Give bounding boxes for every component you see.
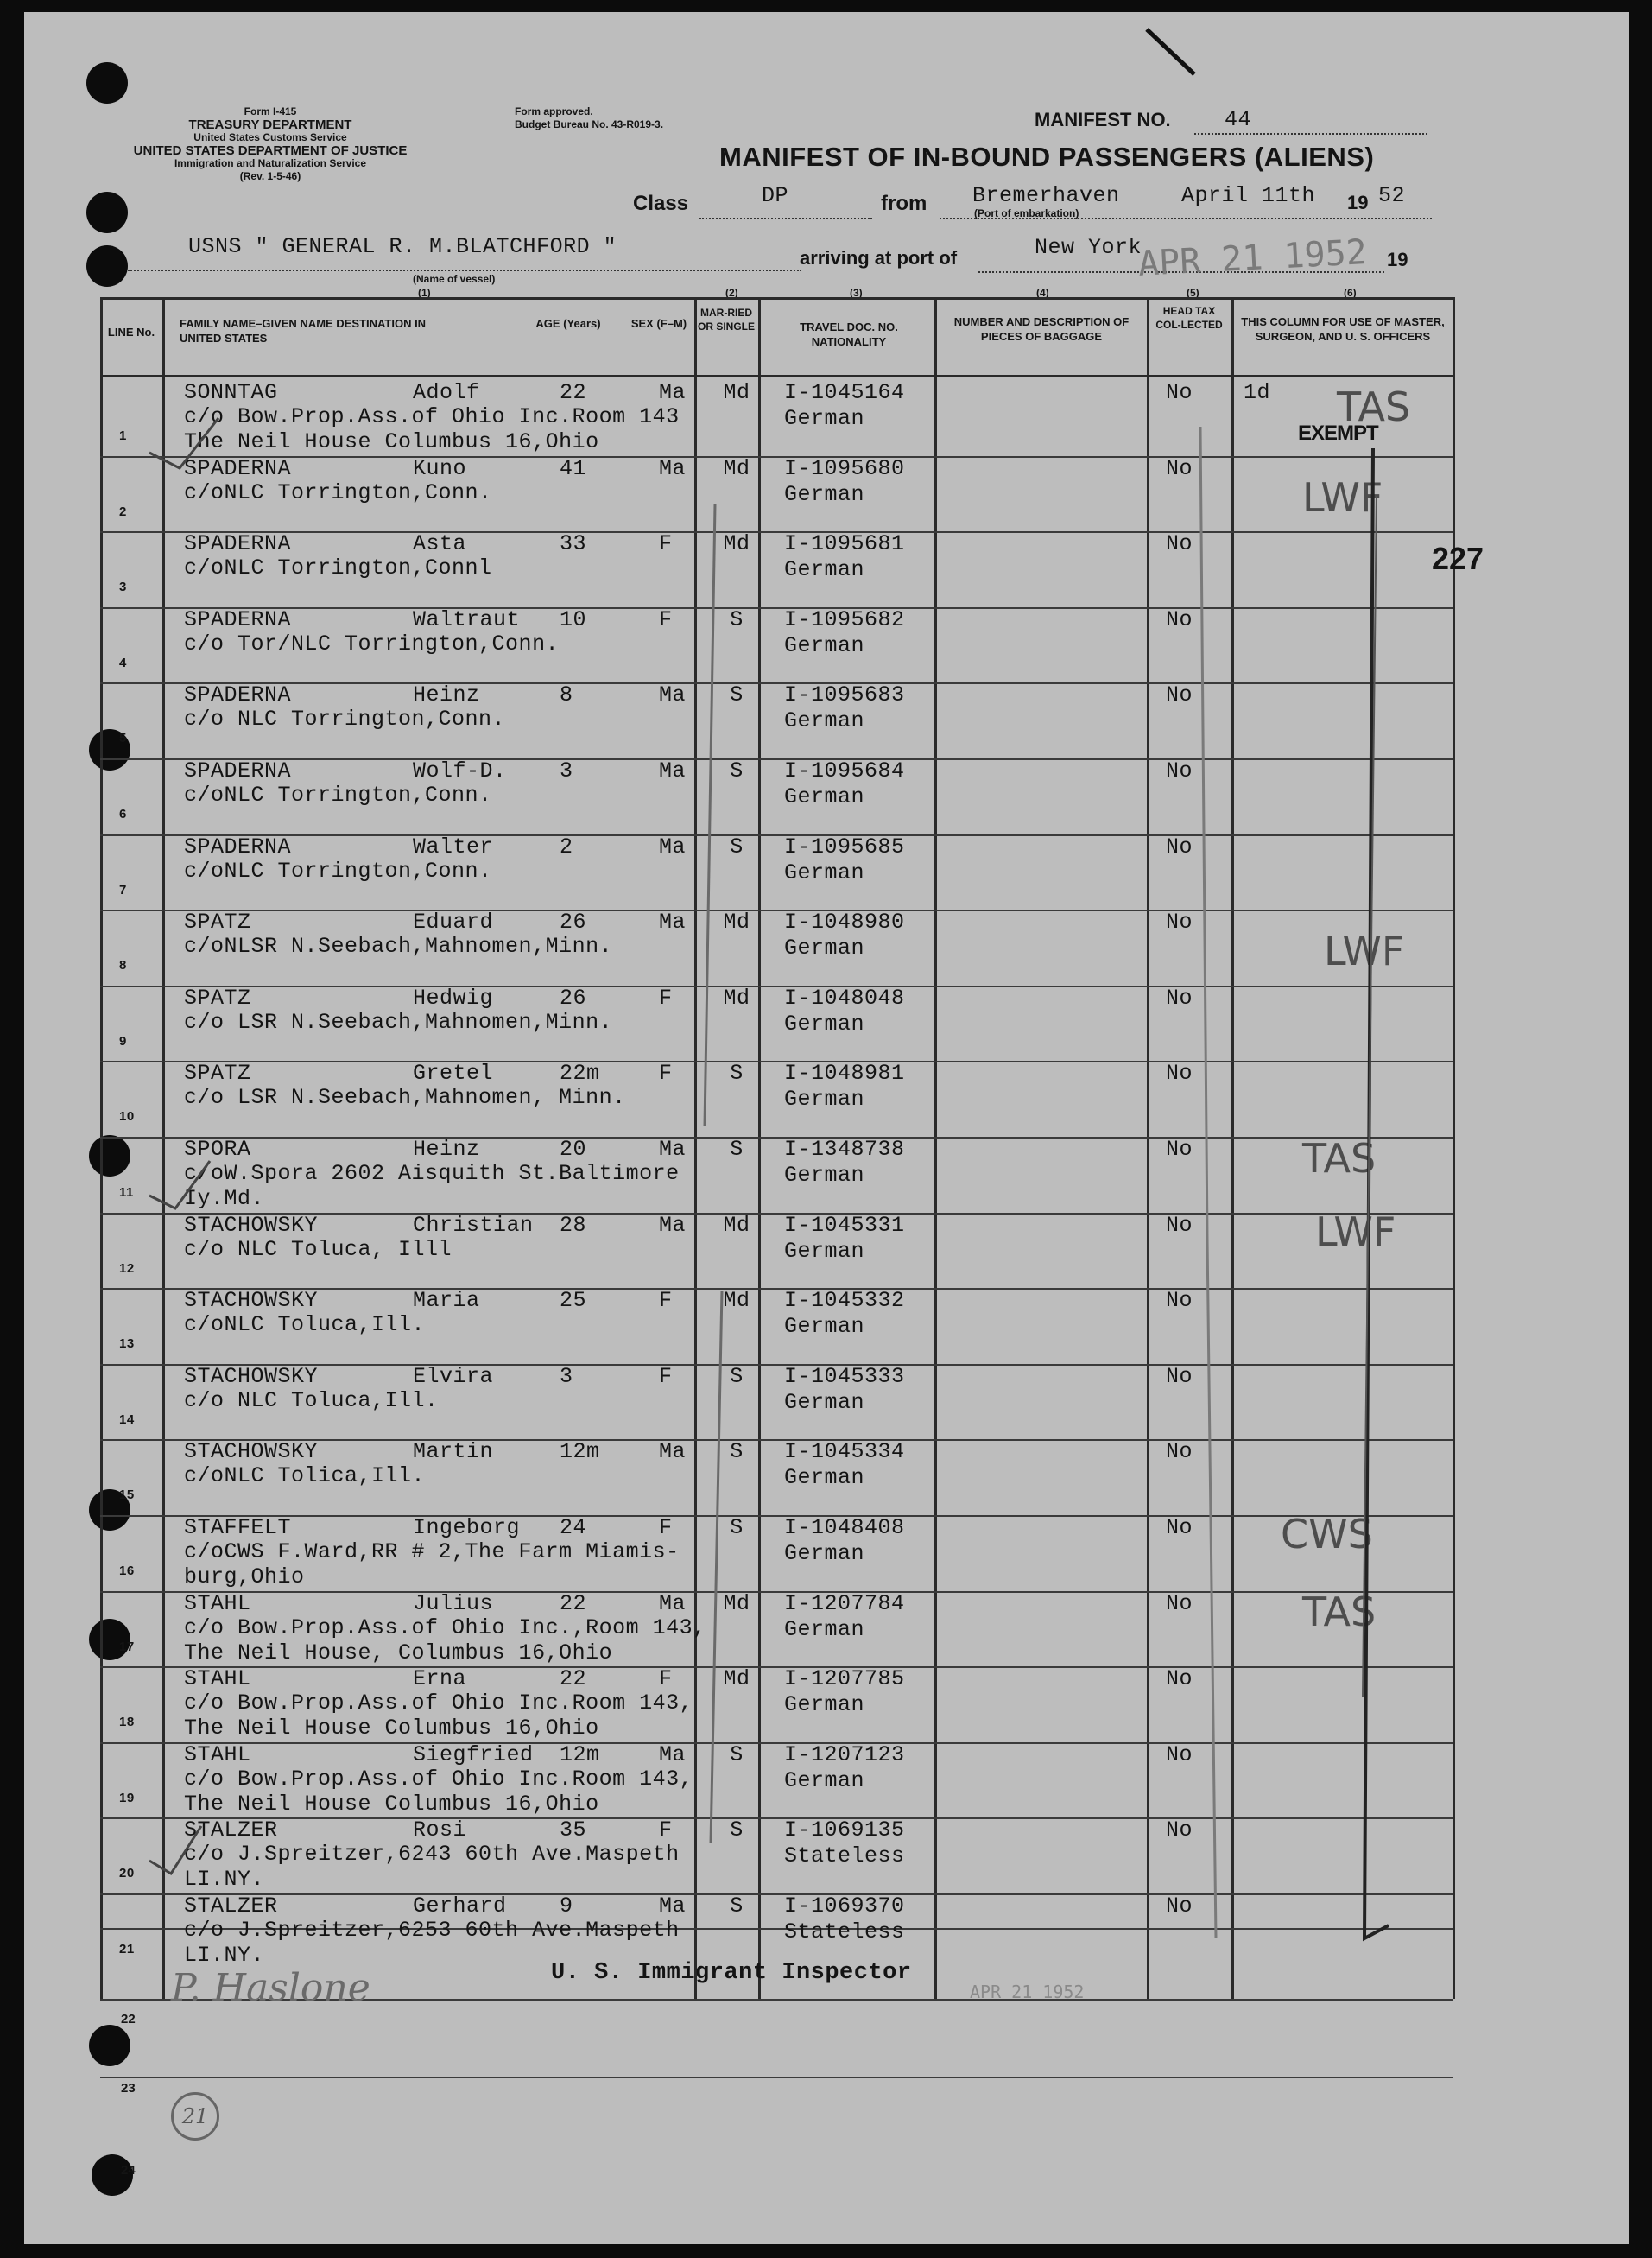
family-name: SPATZ: [184, 910, 251, 936]
head-tax: No: [1166, 606, 1193, 632]
destination-line: burg,Ohio: [184, 1564, 305, 1589]
marital-status: Md: [723, 531, 750, 557]
col-num-5: (5): [1187, 287, 1199, 299]
officer-initials: TAS: [1337, 384, 1411, 430]
family-name: SONNTAG: [184, 380, 278, 405]
line-number: 11: [119, 1185, 134, 1200]
given-name: Wolf-D.: [413, 758, 507, 783]
nationality: German: [784, 1767, 865, 1793]
circled-mark: 21: [171, 2092, 219, 2141]
destination-line: c/o Bow.Prop.Ass.of Ohio Inc.Room 143,: [184, 1690, 693, 1716]
family-name: SPADERNA: [184, 531, 292, 557]
form-revision: (Rev. 1-5-46): [239, 170, 301, 182]
arriving-label: arriving at port of: [800, 247, 958, 269]
line-number: 21: [119, 1942, 135, 1957]
nationality: German: [784, 1238, 865, 1264]
treasury-department: TREASURY DEPARTMENT: [188, 117, 352, 132]
destination-line: c/o LSR N.Seebach,Mahnomen, Minn.: [184, 1085, 626, 1111]
destination-line: c/oNLC Toluca,Ill.: [184, 1312, 426, 1338]
marital-status: S: [730, 1439, 744, 1465]
given-name: Gretel: [413, 1061, 494, 1087]
family-name: SPATZ: [184, 985, 251, 1011]
given-name: Rosi: [413, 1817, 467, 1843]
travel-doc-number: I-1048981: [784, 1061, 905, 1087]
nationality: German: [784, 1389, 865, 1415]
vessel-note: (Name of vessel): [413, 273, 496, 285]
given-name: Walter: [413, 834, 494, 859]
given-name: Ingeborg: [413, 1515, 521, 1540]
given-name: Erna: [413, 1666, 467, 1692]
nationality: German: [784, 1541, 865, 1566]
destination-line: c/o NLC Toluca,Ill.: [184, 1387, 439, 1413]
sex: F: [659, 1288, 673, 1314]
marital-status: Md: [723, 455, 750, 481]
head-tax: No: [1166, 1590, 1193, 1616]
marital-status: Md: [723, 985, 750, 1011]
age: 41: [560, 455, 587, 481]
officer-initials: CWS: [1281, 1511, 1373, 1557]
given-name: Martin: [413, 1439, 494, 1465]
travel-doc-number: I-1095683: [784, 682, 905, 708]
age: 3: [560, 758, 573, 783]
line-number: 7: [119, 882, 127, 897]
travel-doc-number: I-1207123: [784, 1741, 905, 1767]
destination-line: c/o NLC Toluca, Illl: [184, 1236, 453, 1262]
nationality: German: [784, 1087, 865, 1113]
head-tax: No: [1166, 1288, 1193, 1314]
sailing-date: April 11th: [1181, 183, 1316, 208]
marital-status: S: [730, 1363, 744, 1389]
head-tax: No: [1166, 985, 1193, 1011]
sex: Ma: [659, 682, 687, 708]
age: 8: [560, 682, 573, 708]
marital-status: Md: [723, 380, 750, 405]
age: 26: [560, 910, 587, 936]
marital-status: S: [730, 682, 744, 708]
line-number: 4: [119, 655, 127, 670]
age: 28: [560, 1212, 587, 1238]
marital-status: S: [730, 1741, 744, 1767]
col-num-6: (6): [1344, 287, 1357, 299]
sex: F: [659, 1061, 673, 1087]
page-number: 227: [1432, 541, 1484, 576]
given-name: Hedwig: [413, 985, 494, 1011]
sex: F: [659, 1817, 673, 1843]
given-name: Julius: [413, 1590, 494, 1616]
given-name: Waltraut: [413, 606, 521, 632]
col-num-3: (3): [850, 287, 863, 299]
family-name: STALZER: [184, 1893, 278, 1919]
marital-status: S: [730, 1137, 744, 1162]
customs-service: United States Customs Service: [193, 131, 347, 143]
header-sex: SEX (F–M): [630, 317, 687, 330]
manifest-sheet: [24, 12, 1629, 2244]
head-tax: No: [1166, 758, 1193, 783]
travel-doc-number: I-1095685: [784, 834, 905, 859]
family-name: SPADERNA: [184, 834, 292, 859]
travel-doc-number: I-1207784: [784, 1590, 905, 1616]
manifest-no-label: MANIFEST NO.: [1035, 109, 1171, 130]
arrival-port: New York: [1035, 235, 1142, 260]
nationality: German: [784, 1314, 865, 1340]
age: 10: [560, 606, 587, 632]
destination-line: c/o LSR N.Seebach,Mahnomen,Minn.: [184, 1009, 613, 1035]
form-approved: Form approved.: [515, 105, 593, 117]
nationality: German: [784, 708, 865, 734]
header-travel-doc: TRAVEL DOC. NO. NATIONALITY: [800, 320, 898, 348]
age: 12m: [560, 1741, 600, 1767]
given-name: Maria: [413, 1288, 480, 1314]
destination-line: The Neil House Columbus 16,Ohio: [184, 1791, 599, 1817]
destination-line: The Neil House, Columbus 16,Ohio: [184, 1640, 613, 1665]
age: 33: [560, 531, 587, 557]
destination-line: c/oNLC Torrington,Conn.: [184, 783, 492, 808]
sex: F: [659, 1666, 673, 1692]
head-tax: No: [1166, 1137, 1193, 1162]
line-number: 19: [119, 1790, 135, 1805]
destination-line: c/o Bow.Prop.Ass.of Ohio Inc.,Room 143,: [184, 1614, 706, 1640]
nationality: German: [784, 1465, 865, 1491]
sex: Ma: [659, 758, 687, 783]
travel-doc-number: I-1095681: [784, 531, 905, 557]
sex: Ma: [659, 455, 687, 481]
age: 12m: [560, 1439, 600, 1465]
travel-doc-number: I-1045333: [784, 1363, 905, 1389]
head-tax: No: [1166, 1666, 1193, 1692]
head-tax: No: [1166, 1439, 1193, 1465]
family-name: STAHL: [184, 1590, 251, 1616]
inspector-signature: P. Haslone: [171, 1966, 370, 2010]
given-name: Gerhard: [413, 1893, 507, 1919]
year-prefix-arrival: 19: [1387, 249, 1408, 270]
given-name: Heinz: [413, 1137, 480, 1162]
given-name: Heinz: [413, 682, 480, 708]
travel-doc-number: I-1095684: [784, 758, 905, 783]
manifest-no-value: 44: [1225, 107, 1252, 132]
family-name: SPADERNA: [184, 606, 292, 632]
line-number: 23: [121, 2081, 136, 2096]
header-head-tax: HEAD TAX COL-LECTED: [1155, 305, 1223, 331]
sex: F: [659, 531, 673, 557]
sex: F: [659, 985, 673, 1011]
family-name: STACHOWSKY: [184, 1212, 319, 1238]
sex: Ma: [659, 834, 687, 859]
marital-status: S: [730, 1817, 744, 1843]
family-name: SPATZ: [184, 1061, 251, 1087]
nationality: German: [784, 1163, 865, 1188]
officer-initials: LWF: [1324, 928, 1405, 974]
marital-status: S: [730, 1515, 744, 1540]
head-tax: No: [1166, 380, 1193, 405]
family-name: SPORA: [184, 1137, 251, 1162]
nationality: Stateless: [784, 1843, 905, 1869]
line-number: 14: [119, 1411, 135, 1427]
destination-line: c/oNLC Torrington,Conn.: [184, 858, 492, 884]
travel-doc-number: I-1069135: [784, 1817, 905, 1843]
destination-line: c/o Bow.Prop.Ass.of Ohio Inc.Room 143: [184, 404, 680, 429]
header-married-single: MAR-RIED OR SINGLE: [698, 307, 756, 333]
officer-initials: LWF: [1302, 474, 1383, 521]
destination-line: c/oNLC Torrington,Conn.: [184, 479, 492, 505]
head-tax: No: [1166, 455, 1193, 481]
sex: F: [659, 606, 673, 632]
head-tax: No: [1166, 1515, 1193, 1540]
destination-line: The Neil House Columbus 16,Ohio: [184, 429, 599, 454]
age: 22: [560, 380, 587, 405]
head-tax: No: [1166, 682, 1193, 708]
family-name: SPADERNA: [184, 455, 292, 481]
immigration-service: Immigration and Naturalization Service: [174, 157, 367, 169]
family-name: STALZER: [184, 1817, 278, 1843]
travel-doc-number: I-1045332: [784, 1288, 905, 1314]
line-number: 12: [119, 1260, 135, 1276]
line-number: 20: [119, 1866, 135, 1881]
nationality: Stateless: [784, 1919, 905, 1944]
age: 22: [560, 1666, 587, 1692]
destination-line: c/oNLC Torrington,Connl: [184, 555, 492, 581]
line-number: 8: [119, 958, 127, 974]
travel-doc-number: I-1048980: [784, 910, 905, 936]
line-number: 18: [119, 1715, 135, 1730]
officer-note-1d: 1d: [1244, 380, 1271, 405]
family-name: STAFFELT: [184, 1515, 292, 1540]
officer-initials: TAS: [1302, 1135, 1377, 1182]
age: 22: [560, 1590, 587, 1616]
destination-line: c/o Tor/NLC Torrington,Conn.: [184, 631, 560, 656]
sex: Ma: [659, 1212, 687, 1238]
officer-initials: TAS: [1302, 1589, 1377, 1635]
line-number: 15: [119, 1487, 135, 1503]
line-number: 24: [121, 2163, 136, 2178]
line-number: 2: [119, 504, 127, 519]
family-name: STACHOWSKY: [184, 1363, 319, 1389]
marital-status: S: [730, 606, 744, 632]
line-number: 10: [119, 1109, 135, 1125]
nationality: German: [784, 632, 865, 658]
budget-bureau: Budget Bureau No. 43-R019-3.: [515, 118, 664, 130]
embarkation-port: Bremerhaven: [972, 183, 1120, 208]
class-label: Class: [633, 192, 689, 215]
travel-doc-number: I-1095682: [784, 606, 905, 632]
manifest-title: MANIFEST OF IN-BOUND PASSENGERS (ALIENS): [719, 142, 1375, 172]
nationality: German: [784, 1616, 865, 1642]
travel-doc-number: I-1048408: [784, 1515, 905, 1540]
marital-status: S: [730, 1893, 744, 1919]
year-prefix: 19: [1347, 192, 1369, 213]
from-label: from: [881, 192, 927, 215]
age: 3: [560, 1363, 573, 1389]
travel-doc-number: I-1095680: [784, 455, 905, 481]
marital-status: S: [730, 758, 744, 783]
justice-department: UNITED STATES DEPARTMENT OF JUSTICE: [133, 143, 408, 158]
marital-status: Md: [723, 1212, 750, 1238]
nationality: German: [784, 1692, 865, 1718]
age: 20: [560, 1137, 587, 1162]
age: 26: [560, 985, 587, 1011]
travel-doc-number: I-1045334: [784, 1439, 905, 1465]
given-name: Elvira: [413, 1363, 494, 1389]
pencil-marks: [24, 12, 1629, 2244]
head-tax: No: [1166, 1363, 1193, 1389]
sex: F: [659, 1363, 673, 1389]
sex: Ma: [659, 1893, 687, 1919]
class-value: DP: [762, 183, 789, 208]
travel-doc-number: I-1207785: [784, 1666, 905, 1692]
line-number: 6: [119, 807, 127, 821]
head-tax: No: [1166, 834, 1193, 859]
sex: Ma: [659, 1590, 687, 1616]
sex: F: [659, 1515, 673, 1540]
destination-line: c/o NLC Torrington,Conn.: [184, 707, 506, 733]
head-tax: No: [1166, 1741, 1193, 1767]
line-number: 13: [119, 1336, 135, 1352]
family-name: SPADERNA: [184, 682, 292, 708]
given-name: Kuno: [413, 455, 467, 481]
destination-line: c/oCWS F.Ward,RR # 2,The Farm Miamis-: [184, 1539, 680, 1564]
nationality: German: [784, 481, 865, 507]
nationality: German: [784, 406, 865, 431]
family-name: STAHL: [184, 1741, 251, 1767]
marital-status: S: [730, 834, 744, 859]
destination-line: c/o J.Spreitzer,6243 60th Ave.Maspeth: [184, 1842, 680, 1868]
line-number: 9: [119, 1033, 127, 1049]
line-number: 16: [119, 1563, 135, 1578]
line-number: 22: [121, 2012, 136, 2026]
destination-line: c/oW.Spora 2602 Aisquith St.Baltimore: [184, 1161, 680, 1186]
given-name: Siegfried: [413, 1741, 534, 1767]
nationality: German: [784, 784, 865, 809]
form-number: Form I-415: [244, 105, 297, 117]
travel-doc-number: I-1048048: [784, 985, 905, 1011]
line-number: 3: [119, 580, 127, 595]
col-num-2: (2): [725, 287, 738, 299]
marital-status: S: [730, 1061, 744, 1087]
nationality: German: [784, 557, 865, 583]
nationality: German: [784, 936, 865, 961]
travel-doc-number: I-1045164: [784, 380, 905, 405]
line-number: 1: [119, 428, 127, 443]
destination-line: c/oNLC Tolica,Ill.: [184, 1463, 426, 1489]
marital-status: Md: [723, 1590, 750, 1616]
family-name: STAHL: [184, 1666, 251, 1692]
line-number: 5: [119, 731, 127, 746]
col-num-4: (4): [1036, 287, 1049, 299]
sex: Ma: [659, 380, 687, 405]
travel-doc-number: I-1348738: [784, 1137, 905, 1162]
given-name: Eduard: [413, 910, 494, 936]
marital-status: Md: [723, 1288, 750, 1314]
exempt-stamp: EXEMPT: [1298, 422, 1378, 445]
marital-status: Md: [723, 910, 750, 936]
header-baggage: NUMBER AND DESCRIPTION OF PIECES OF BAGGAGE: [953, 315, 1130, 343]
nationality: German: [784, 1011, 865, 1037]
family-name: STACHOWSKY: [184, 1439, 319, 1465]
destination-line: LI.NY.: [184, 1943, 265, 1968]
marital-status: Md: [723, 1666, 750, 1692]
officer-initials: LWF: [1315, 1208, 1396, 1255]
age: 9: [560, 1893, 573, 1919]
destination-line: c/o J.Spreitzer,6253 60th Ave.Maspeth: [184, 1918, 680, 1943]
year-value: 52: [1378, 183, 1406, 208]
header-line-no: LINE No.: [107, 326, 155, 339]
embarkation-note: (Port of embarkation): [974, 207, 1079, 219]
destination-line: c/oNLSR N.Seebach,Mahnomen,Minn.: [184, 934, 613, 960]
inspector-label: U. S. Immigrant Inspector: [551, 1960, 912, 1986]
header-officers: THIS COLUMN FOR USE OF MASTER, SURGEON, AND U. S. OFFICERS: [1241, 315, 1445, 343]
line-number: 17: [119, 1639, 135, 1654]
header-name-destination: FAMILY NAME–GIVEN NAME DESTINATION IN UNITED STATES: [180, 317, 427, 345]
travel-doc-number: I-1069370: [784, 1893, 905, 1919]
sex: Ma: [659, 1137, 687, 1162]
given-name: Adolf: [413, 380, 480, 405]
age: 2: [560, 834, 573, 859]
destination-line: Iy.Md.: [184, 1186, 265, 1211]
given-name: Christian: [413, 1212, 534, 1238]
head-tax: No: [1166, 910, 1193, 936]
sex: Ma: [659, 1439, 687, 1465]
header-age: AGE (Years): [535, 317, 601, 330]
age: 24: [560, 1515, 587, 1540]
travel-doc-number: I-1045331: [784, 1212, 905, 1238]
sex: Ma: [659, 1741, 687, 1767]
destination-line: LI.NY.: [184, 1867, 265, 1893]
vessel-name: USNS " GENERAL R. M.BLATCHFORD ": [188, 234, 617, 259]
age: 35: [560, 1817, 587, 1843]
nationality: German: [784, 859, 865, 885]
head-tax: No: [1166, 1817, 1193, 1843]
family-name: STACHOWSKY: [184, 1288, 319, 1314]
head-tax: No: [1166, 531, 1193, 557]
sex: Ma: [659, 910, 687, 936]
arrival-stamp: APR 21 1952: [1136, 232, 1368, 284]
head-tax: No: [1166, 1212, 1193, 1238]
destination-line: c/o Bow.Prop.Ass.of Ohio Inc.Room 143,: [184, 1766, 693, 1792]
age: 25: [560, 1288, 587, 1314]
head-tax: No: [1166, 1893, 1193, 1919]
destination-line: The Neil House Columbus 16,Ohio: [184, 1716, 599, 1741]
age: 22m: [560, 1061, 600, 1087]
head-tax: No: [1166, 1061, 1193, 1087]
col-num-1: (1): [418, 287, 431, 299]
family-name: SPADERNA: [184, 758, 292, 783]
given-name: Asta: [413, 531, 467, 557]
footer-date-stamp: APR 21 1952: [970, 1982, 1085, 2002]
